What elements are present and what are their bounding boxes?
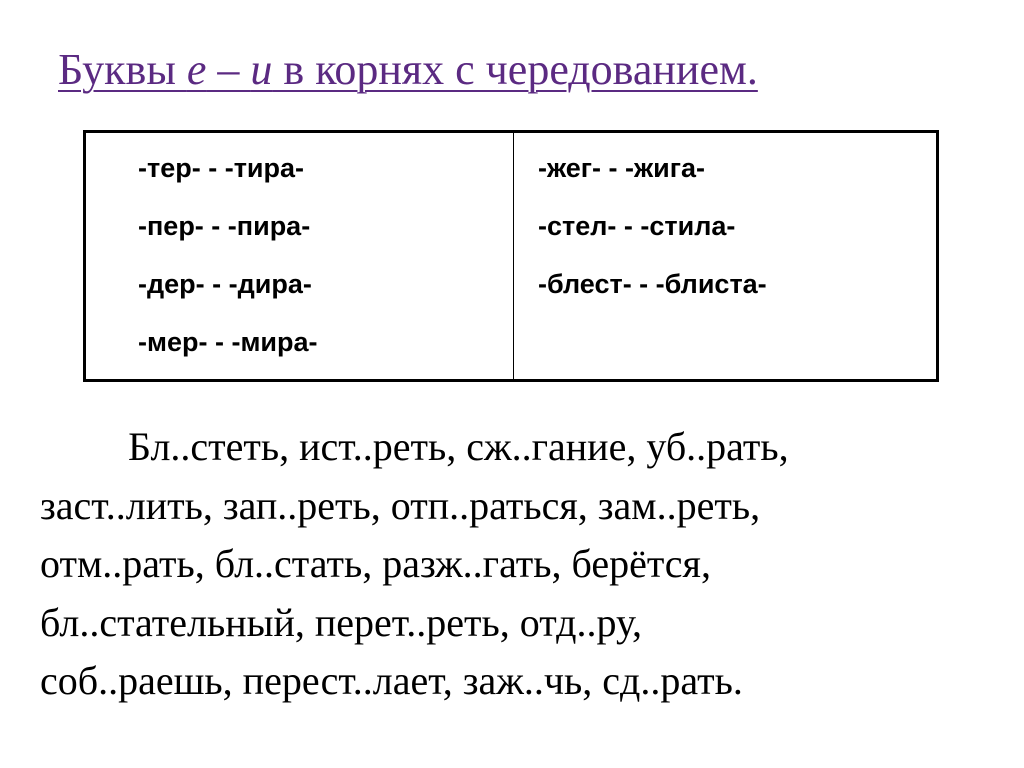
roots-table: [83, 130, 939, 382]
exercise-line: отм..рать, бл..стать, разж..гать, берётся,: [40, 541, 711, 586]
root-pair: -стел- - -стила-: [538, 211, 736, 241]
root-pair: -жег- - -жига-: [538, 153, 706, 183]
slide-title: [58, 40, 978, 100]
title-dash: –: [206, 45, 251, 94]
exercise-line: соб..раешь, перест..лает, заж..чь, сд..рать.: [40, 658, 743, 703]
title-letter-e: е: [186, 45, 207, 94]
title-suffix: в корнях с чередованием.: [272, 45, 758, 94]
exercise-line: заст..лить, зап..реть, отп..раться, зам..реть,: [40, 482, 761, 528]
exercise-line: бл..стательный, перет..реть, отд..ру,: [40, 599, 642, 645]
exercise-line: Бл..стеть, ист..реть, сж..гание, уб..рать,: [128, 424, 789, 469]
root-pair: -пер- - -пира-: [138, 211, 311, 241]
root-pair: -мер- - -мира-: [138, 327, 318, 357]
root-pair: -тер- - -тира-: [138, 153, 305, 183]
title-letter-i: и: [250, 45, 273, 94]
slide-title-text: [58, 45, 758, 94]
roots-table-right-column: [514, 133, 936, 379]
title-prefix: Буквы: [58, 45, 187, 94]
root-pair: -дер- - -дира-: [138, 269, 312, 299]
root-pair: -блест- - -блиста-: [538, 269, 767, 299]
roots-table-left-column: [86, 133, 514, 379]
exercise-text: [40, 418, 1000, 711]
